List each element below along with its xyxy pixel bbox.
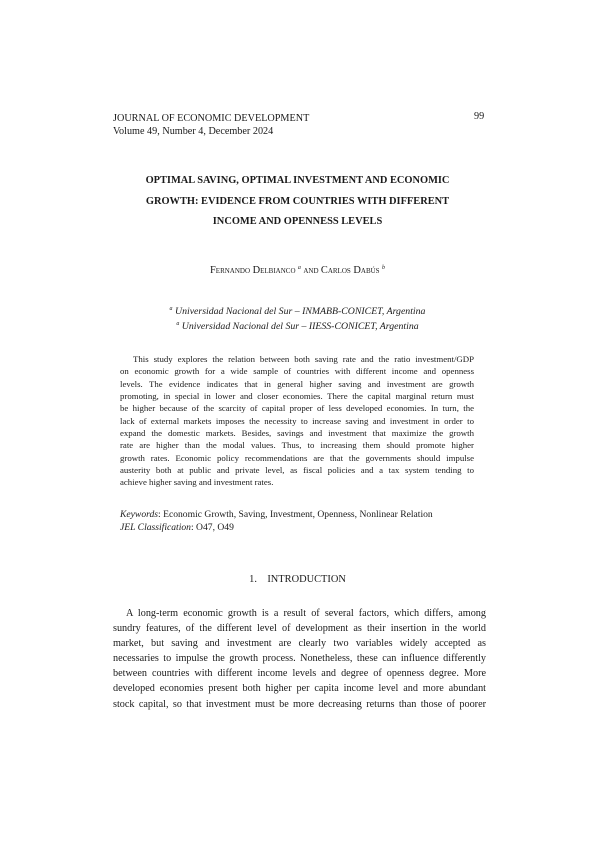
affiliation-mark: a: [297, 265, 301, 271]
abstract-line: lack of external markets imposes the necessity to increase saving and investment in order to: [120, 415, 474, 426]
abstract-line: be higher because of the scarcity of capital proper of less developed economies. In turn, the: [120, 403, 474, 414]
body-line: stock capital, so that investment must be more decreasing returns than those of poorer: [113, 698, 486, 710]
abstract-line: achieve higher saving and investment rates.: [120, 477, 274, 488]
body-line: necessaries to impulse the growth process. Nonetheless, these can influence differently: [113, 653, 486, 665]
body-line: between countries with different income levels and degree of openness degree. More: [113, 668, 486, 680]
body-line: developed economies present both higher per capita income level and more abundant: [113, 683, 486, 695]
jel-text: : O47, O49: [190, 521, 234, 533]
affiliation-mark: a: [169, 306, 173, 312]
keywords-label: Keywords: [120, 509, 159, 520]
author-conjunction: and: [303, 265, 319, 276]
title-line: INCOME AND OPENNESS LEVELS: [212, 216, 383, 227]
section-number: 1.: [249, 574, 257, 585]
abstract-line: expand the domestic markets. Besides, savings and investment that maximize the growth: [120, 428, 474, 439]
affiliations: [100, 303, 495, 333]
author-name: Fernando Delbianco: [210, 265, 296, 276]
journal-volume: Volume 49, Number 4, December 2024: [113, 126, 274, 137]
body-line: sundry features, of the different level of development as their insertion in the world: [113, 623, 486, 635]
abstract-line: promoting, in special in lower and closer economies. There the capital marginal return must: [120, 391, 474, 402]
title-line: GROWTH: EVIDENCE FROM COUNTRIES WITH DIFFERENT: [145, 195, 450, 207]
page-number: 99: [474, 111, 485, 122]
keywords-line: [120, 509, 433, 522]
author-line: [100, 265, 495, 276]
keywords-text: : Economic Growth, Saving, Investment, Openness, Nonlinear Relation: [158, 509, 433, 520]
title-line: OPTIMAL SAVING, OPTIMAL INVESTMENT AND ECONOMIC: [145, 175, 450, 186]
abstract: [120, 353, 474, 489]
journal-header: [113, 112, 309, 138]
paper-title: [100, 171, 495, 233]
abstract-line: growth rates. Economic policy recommendations are that the governments should impulse: [120, 452, 474, 463]
abstract-line: on economic growth for a wide sample of countries with different income and openness: [120, 366, 474, 377]
body-line: market, but saving and investment are clearly two variables widely accepted as: [113, 638, 486, 650]
body-paragraph: [113, 606, 486, 712]
affiliation-mark: b: [381, 265, 385, 271]
section-title: INTRODUCTION: [267, 574, 346, 585]
affiliation-line: [100, 318, 495, 333]
affiliation-text: Universidad Nacional del Sur – INMABB-CONICET, Argentina: [175, 306, 426, 317]
body-line: A long-term economic growth is a result of several factors, which differs, among: [126, 608, 486, 619]
abstract-line: rate are higher than the modal values. Thus, to increasing them should promote higher: [120, 440, 474, 451]
abstract-line: austerity both at public and private level, as fiscal policies and a tax system tending to: [120, 465, 474, 476]
affiliation-line: [100, 303, 495, 318]
jel-line: [120, 522, 433, 535]
abstract-line: levels. The evidence indicates that in general higher saving and investment are growth: [120, 378, 474, 389]
abstract-line: This study explores the relation between both saving rate and the ratio investment/GDP: [133, 354, 474, 364]
affiliation-text: Universidad Nacional del Sur – IIESS-CONICET, Argentina: [181, 321, 419, 332]
keywords-block: [120, 509, 433, 534]
section-heading: [100, 574, 495, 585]
journal-name: JOURNAL OF ECONOMIC DEVELOPMENT: [113, 113, 310, 124]
author-name: Carlos Dabús: [320, 265, 380, 276]
affiliation-mark: a: [176, 321, 180, 327]
jel-label: JEL Classification: [120, 521, 191, 533]
